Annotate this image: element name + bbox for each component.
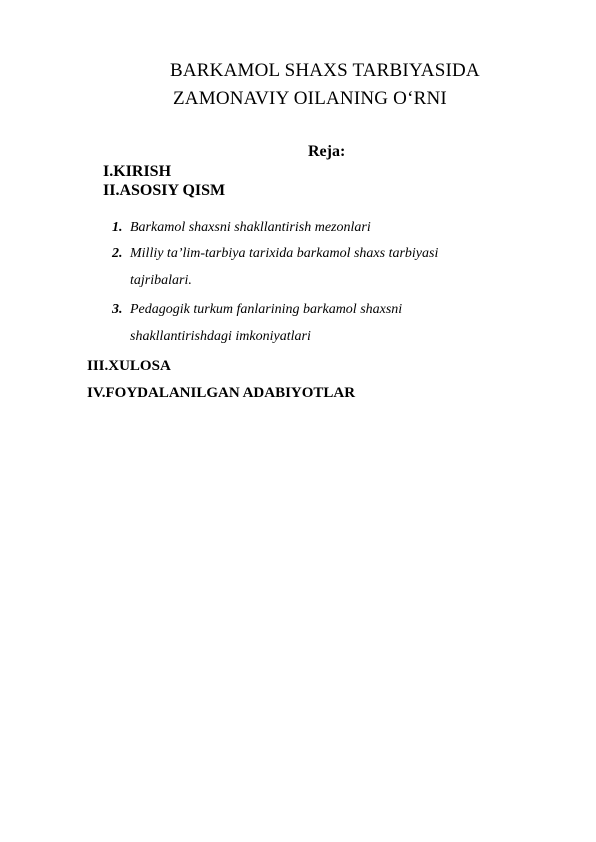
- list-item-text: Barkamol shaxsni shakllantirish mezonlari: [130, 220, 371, 235]
- list-item-number: 2.: [112, 246, 123, 261]
- section-main-part: II.ASOSIY QISM: [103, 182, 226, 199]
- list-item-number: 1.: [112, 220, 123, 235]
- section-references: IV.FOYDALANILGAN ADABIYOTLAR: [87, 385, 356, 401]
- list-item-text: Milliy ta’lim-tarbiya tarixida barkamol shaxs tarbiyasi: [130, 246, 439, 261]
- plan-heading: Reja:: [308, 143, 346, 160]
- list-item-number: 3.: [112, 302, 123, 317]
- section-introduction: I.KIRISH: [103, 163, 172, 180]
- list-item-text: Pedagogik turkum fanlarining barkamol shaxsni: [130, 302, 403, 317]
- document-title-line-2: ZAMONAVIY OILANING O‘RNI: [173, 88, 447, 109]
- list-item-text-continued: tajribalari.: [130, 273, 192, 288]
- section-conclusion: III.XULOSA: [87, 358, 171, 374]
- document-title-line-1: BARKAMOL SHAXS TARBIYASIDA: [170, 60, 480, 81]
- list-item-text-continued: shakllantirishdagi imkoniyatlari: [130, 329, 311, 344]
